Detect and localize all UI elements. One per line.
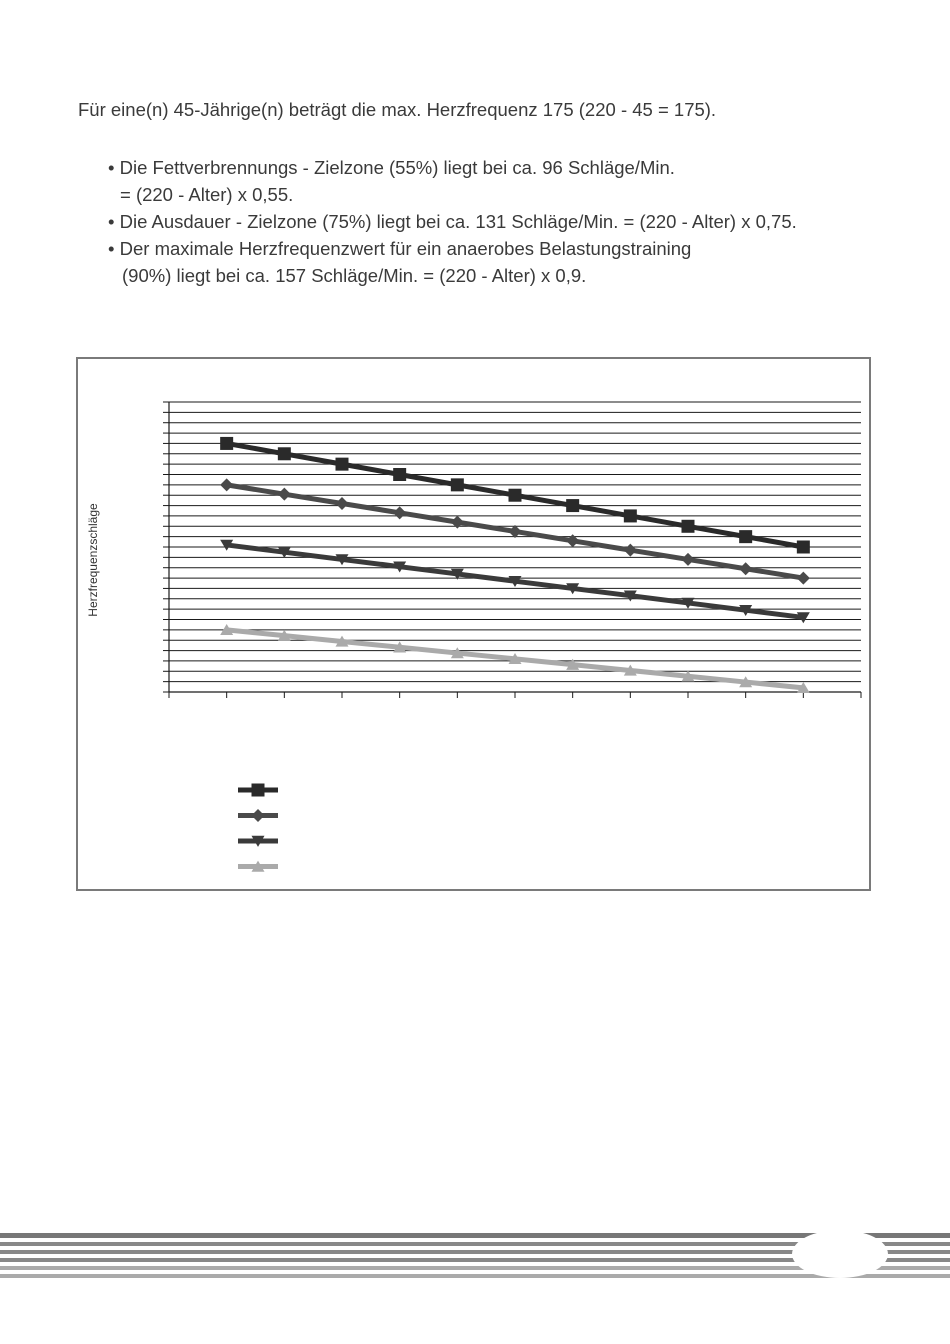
list-item-anaerobic xyxy=(108,235,797,289)
heart-rate-chart xyxy=(78,359,869,889)
fat-burn-line-1: • Die Fettverbrennungs - Zielzone (55%) liegt bei ca. 96 Schläge/Min. xyxy=(108,157,675,178)
data-point-series-2 xyxy=(682,553,695,566)
data-point-series-1 xyxy=(220,437,233,450)
data-point-series-2 xyxy=(797,572,810,585)
data-point-series-1 xyxy=(682,520,695,533)
intro-text: Für eine(n) 45-Jährige(n) beträgt die max. Herzfrequenz 175 (220 - 45 = 175). xyxy=(78,99,717,120)
data-point-series-1 xyxy=(451,478,464,491)
data-point-series-2 xyxy=(220,478,233,491)
data-point-series-1 xyxy=(797,541,810,554)
data-point-series-2 xyxy=(624,544,637,557)
data-point-series-1 xyxy=(393,468,406,481)
list-item-endurance xyxy=(108,208,797,235)
anaerobic-line-1: • Der maximale Herzfrequenzwert für ein anaerobes Belastungstraining xyxy=(108,238,692,259)
y-axis-label: Herzfrequenzschläge xyxy=(86,503,100,617)
chart-frame xyxy=(76,357,871,891)
fat-burn-line-2: = (220 - Alter) x 0,55. xyxy=(120,184,294,205)
data-point-series-1 xyxy=(336,458,349,471)
page-number-oval xyxy=(792,1230,888,1278)
data-point-series-2 xyxy=(278,488,291,501)
anaerobic-line-2: (90%) liegt bei ca. 157 Schläge/Min. = (220 - Alter) x 0,9. xyxy=(122,265,587,286)
legend-marker-2 xyxy=(252,809,265,822)
zone-list xyxy=(108,154,797,289)
data-point-series-2 xyxy=(509,525,522,538)
data-point-series-2 xyxy=(739,562,752,575)
data-point-series-1 xyxy=(566,499,579,512)
legend-marker-1 xyxy=(252,784,265,797)
data-point-series-1 xyxy=(624,509,637,522)
endurance-line-1: • Die Ausdauer - Zielzone (75%) liegt bei ca. 131 Schläge/Min. = (220 - Alter) x 0,75. xyxy=(108,211,797,232)
data-point-series-2 xyxy=(336,497,349,510)
data-point-series-1 xyxy=(509,489,522,502)
data-point-series-1 xyxy=(739,530,752,543)
data-point-series-1 xyxy=(278,447,291,460)
list-item-fat-burn xyxy=(108,154,797,208)
footer-stripe xyxy=(0,1274,950,1278)
footer-stripes xyxy=(0,1226,950,1286)
data-point-series-2 xyxy=(393,506,406,519)
